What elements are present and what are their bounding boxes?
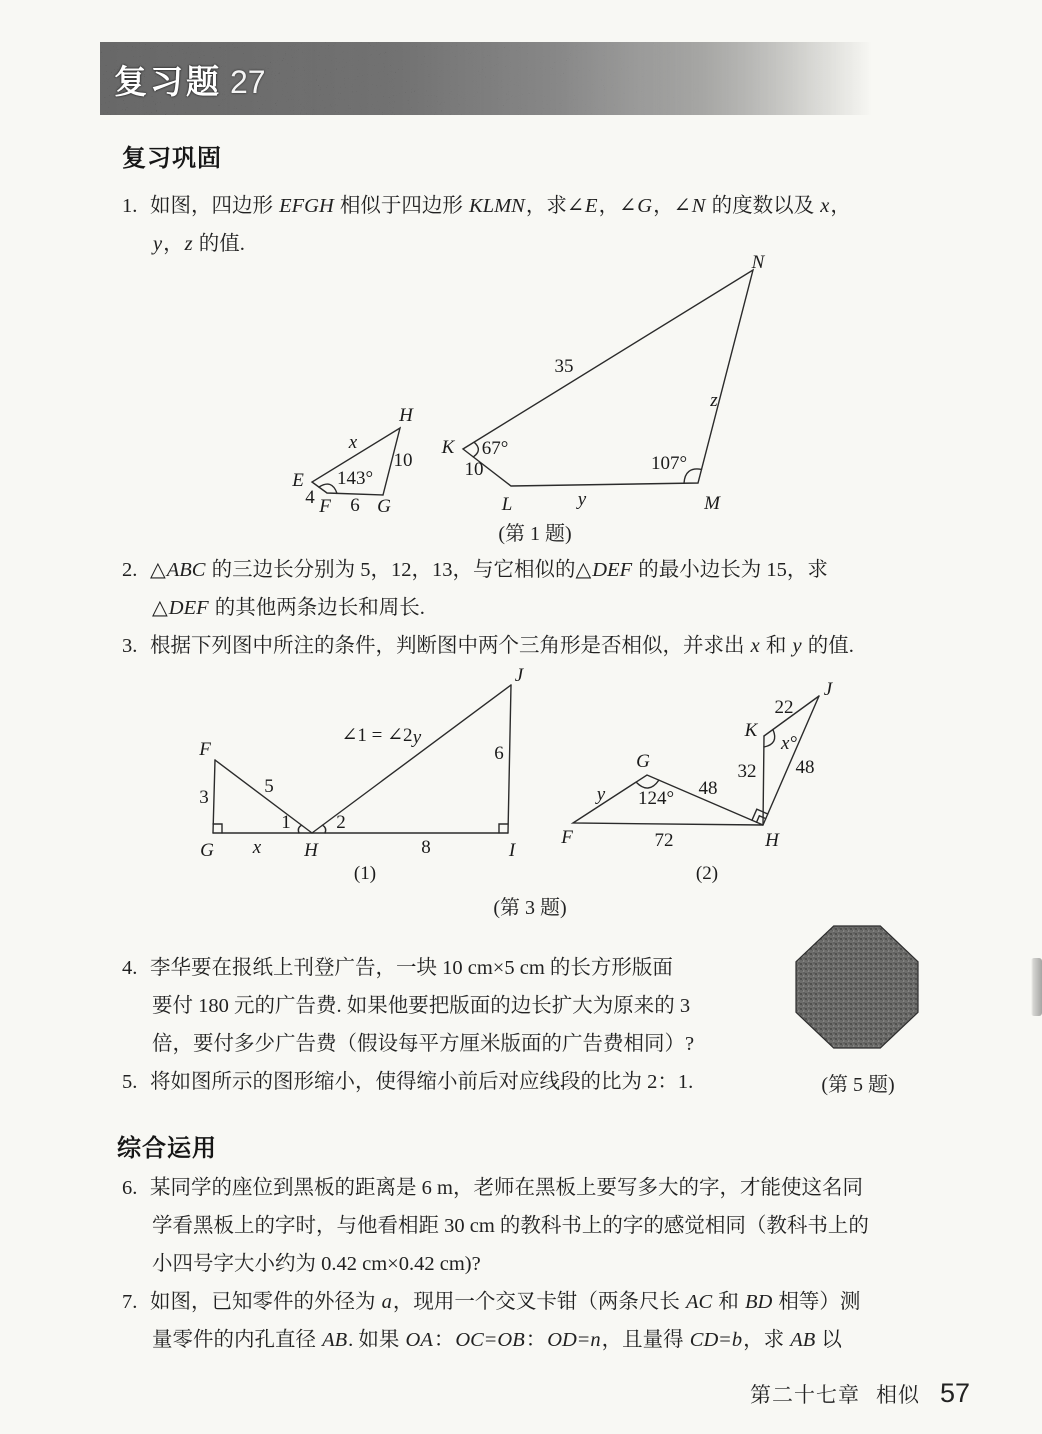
problem-1-text: 如图，四边形 EFGH 相似于四边形 KLMN，求∠E，∠G，∠N 的度数以及 x， (150, 195, 851, 217)
fig1-angle-label-143: 143° (336, 468, 374, 489)
problem-4-line-2 (152, 996, 690, 1017)
problem-1-number: 1. (122, 195, 138, 217)
problem-5-line-1 (122, 1072, 693, 1093)
fig3b-angle-label-x: x° (780, 733, 798, 754)
fig3a-angle-label-1: 1 (281, 812, 291, 833)
problem-5-number: 5. (122, 1071, 138, 1093)
fig3a-side-label-x: x (252, 837, 262, 858)
figure-3-caption: (第 3 题) (493, 897, 567, 919)
fig3a-side-label-y: y (412, 727, 422, 748)
fig1-side-label-4: 4 (305, 487, 315, 508)
fig3b-vertex-label-g: G (636, 751, 650, 772)
section-heading-review: 复习巩固 (122, 145, 222, 172)
fig3b-subcaption: (2) (695, 863, 719, 884)
banner-title-number: 27 (230, 64, 266, 100)
fig1-vertex-label-n: N (751, 252, 765, 273)
problem-7-text-cont: 量零件的内孔直径 AB. 如果 OA：OC=OB：OD=n，且量得 CD=b，求 AB 以 (152, 1329, 842, 1351)
fig3b-vertex-label-h: H (765, 830, 779, 851)
figure-problem-5-octagon (780, 917, 936, 1063)
fig1-side-label-y: y (577, 489, 587, 510)
fig1-vertex-label-l: L (501, 494, 513, 515)
problem-3-number: 3. (122, 635, 138, 657)
fig1-angle-label-107: 107° (650, 453, 688, 474)
fig3b-vertex-label-f: F (561, 827, 573, 848)
fig3b-side-label-48-mid: 48 (698, 778, 718, 799)
fig1-vertex-label-m: M (704, 493, 720, 514)
fig3a-equal-angles-note: ∠1 = ∠2 (341, 725, 413, 746)
fig3a-side-label-8: 8 (421, 837, 431, 858)
page-footer (690, 1378, 970, 1409)
fig3a-side-label-3: 3 (199, 787, 209, 808)
fig3b-vertex-label-k: K (744, 720, 758, 741)
problem-6-text-cont-2: 小四号字大小约为 0.42 cm×0.42 cm)? (152, 1253, 481, 1275)
fig1-vertex-label-f: F (319, 496, 331, 517)
fig3b-vertex-label-j: J (823, 679, 833, 700)
figure-problem-3-2 (555, 665, 875, 885)
fig3a-vertex-label-h: H (304, 840, 318, 861)
footer-chapter: 第二十七章 (749, 1383, 860, 1407)
side-ji (508, 685, 511, 833)
problem-1-line-2 (152, 234, 245, 255)
footer-page-number: 57 (939, 1378, 970, 1408)
problem-5-text: 将如图所示的图形缩小，使得缩小前后对应线段的比为 2：1. (150, 1071, 694, 1093)
fig1-side-label-z: z (710, 390, 718, 411)
fig1-side-label-10-large: 10 (464, 459, 484, 480)
fig3b-side-label-y: y (596, 784, 606, 805)
fig1-side-label-6: 6 (350, 495, 360, 516)
side-fg (213, 760, 215, 833)
right-angle-mark-g (213, 824, 222, 833)
figure-1-caption: (第 1 题) (498, 523, 572, 545)
fig3a-vertex-label-i: I (508, 840, 516, 861)
fig3b-side-label-48-right: 48 (795, 757, 815, 778)
fig1-vertex-label-g: G (377, 496, 391, 517)
chapter-review-banner (100, 42, 872, 115)
side-hj (312, 685, 511, 833)
problem-7-number: 7. (122, 1291, 138, 1313)
scan-edge-artifact (1031, 958, 1042, 1016)
banner-title-text: 复习题 (114, 63, 222, 100)
problem-7-line-2 (152, 1330, 842, 1351)
problem-1-text-cont: y，z 的值. (153, 233, 245, 255)
figure-5-caption: (第 5 题) (821, 1074, 895, 1096)
problem-3-line-1 (122, 636, 854, 657)
problem-4-text: 李华要在报纸上刊登广告，一块 10 cm×5 cm 的长方形版面 (150, 957, 673, 979)
problem-7-line-1 (122, 1292, 860, 1313)
angle-arc-g (636, 780, 659, 788)
fig1-side-label-10-small: 10 (393, 450, 413, 471)
problem-2-line-2 (152, 598, 425, 619)
fig3a-vertex-label-f: F (199, 739, 211, 760)
fig3b-side-label-32: 32 (737, 761, 757, 782)
fig3a-angle-label-2: 2 (336, 812, 346, 833)
angle-arc-1 (298, 825, 301, 833)
problem-4-text-cont-2: 倍，要付多少广告费（假设每平方厘米版面的广告费相同）? (152, 1033, 695, 1055)
problem-6-line-2 (152, 1216, 869, 1237)
problem-6-line-3 (152, 1254, 481, 1275)
problem-3-text: 根据下列图中所注的条件，判断图中两个三角形是否相似，并求出 x 和 y 的值. (150, 635, 854, 657)
fig1-angle-label-67: 67° (481, 438, 509, 459)
octagon-shape (796, 926, 918, 1048)
fig3b-angle-label-124: 124° (637, 788, 675, 809)
fig3a-vertex-label-g: G (200, 840, 214, 861)
figure-problem-3-1 (195, 665, 535, 885)
banner-title (114, 56, 266, 103)
problem-1-line-1 (122, 196, 851, 217)
right-angle-mark-i (499, 824, 508, 833)
problem-6-text-cont-1: 学看黑板上的字时，与他看相距 30 cm 的教科书上的字的感觉相同（教科书上的 (152, 1215, 869, 1237)
fig1-side-label-x: x (348, 432, 358, 453)
fig3a-side-label-6: 6 (494, 743, 504, 764)
problem-2-number: 2. (122, 559, 138, 581)
figure-problem-1 (285, 252, 785, 517)
problem-6-line-1 (122, 1178, 863, 1199)
section-heading-comprehensive: 综合运用 (117, 1135, 217, 1162)
problem-4-line-1 (122, 958, 673, 979)
fig3a-subcaption: (1) (353, 863, 377, 884)
problem-7-text: 如图，已知零件的外径为 a，现用一个交叉卡钳（两条尺长 AC 和 BD 相等）测 (150, 1291, 861, 1313)
fig3a-vertex-label-j: J (514, 665, 524, 686)
fig1-vertex-label-k: K (441, 437, 455, 458)
fig3b-side-label-72: 72 (654, 830, 674, 851)
problem-4-line-3 (152, 1034, 694, 1055)
problem-2-text-cont: △DEF 的其他两条边长和周长. (152, 597, 425, 619)
fig1-side-label-35: 35 (554, 356, 574, 377)
problem-6-number: 6. (122, 1177, 138, 1199)
angle-arc-2 (322, 825, 325, 833)
footer-chapter-title: 相似 (875, 1383, 920, 1407)
problem-2-line-1 (122, 560, 828, 581)
angle-arc-k (473, 442, 478, 457)
fig1-vertex-label-h: H (399, 405, 413, 426)
problem-4-text-cont-1: 要付 180 元的广告费. 如果他要把版面的边长扩大为原来的 3 (152, 995, 691, 1017)
fig3b-side-label-22: 22 (774, 697, 794, 718)
fig1-vertex-label-e: E (292, 470, 304, 491)
problem-2-text: △ABC 的三边长分别为 5，12，13，与它相似的△DEF 的最小边长为 15，求 (150, 559, 828, 581)
problem-4-number: 4. (122, 957, 138, 979)
problem-6-text: 某同学的座位到黑板的距离是 6 m，老师在黑板上要写多大的字，才能使这名同 (150, 1177, 863, 1199)
fig3a-side-label-5: 5 (264, 776, 274, 797)
